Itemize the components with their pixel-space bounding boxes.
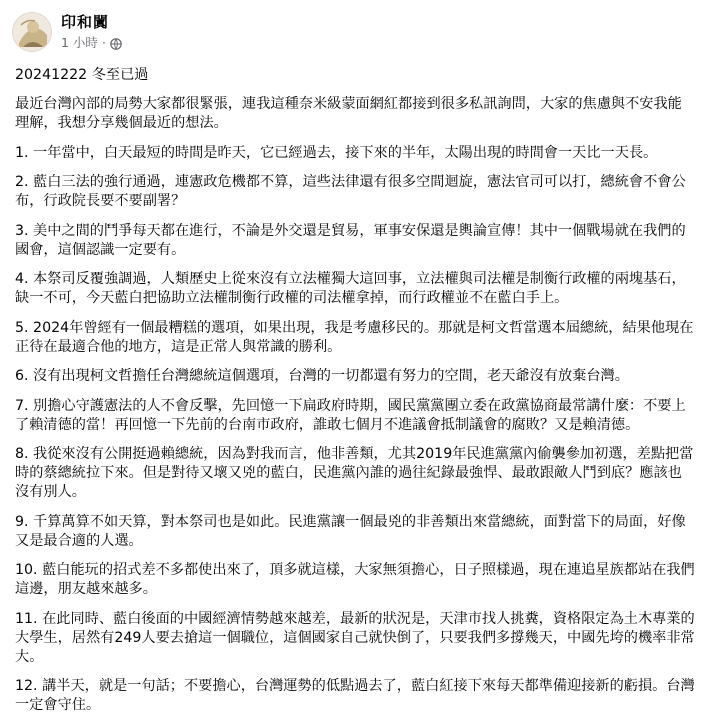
post-paragraph: 11. 在此同時、藍白後面的中國經濟情勢越來越差，最新的狀況是，天津市找人挑糞，資格限定為土木專業的大學生，居然有249人要去搶這一個職位，這個國家自己就快倒了，只要我們多撐幾天，中國先垮的機率非常大。 bbox=[15, 610, 695, 665]
post-paragraph: 12. 講半天，就是一句話；不要擔心，台灣運勢的低點過去了，藍白紅接下來每天都準備迎接新的虧損。台灣一定會守住。 bbox=[15, 678, 695, 713]
post-subline bbox=[61, 34, 122, 51]
post-paragraph: 6. 沒有出現柯文哲擔任台灣總統這個選項，台灣的一切都還有努力的空間，老天爺沒有放棄台灣。 bbox=[15, 368, 629, 384]
post-header bbox=[12, 12, 122, 52]
post-timestamp[interactable]: 1 小時 bbox=[61, 35, 98, 50]
post-paragraph: 最近台灣內部的局勢大家都很緊張，連我這種奈米級蒙面網紅都接到很多私訊詢問，大家的焦慮與不安我能理解，我想分享幾個最近的想法。 bbox=[15, 96, 682, 131]
globe-icon bbox=[110, 37, 122, 49]
post-paragraph: 4. 本祭司反覆強調過，人類歷史上從來沒有立法權獨大這回事，立法權與司法權是制衡行政權的兩塊基石，缺一不可，今天藍白把協助立法權制衡行政權的司法權拿掉，而行政權並不在藍白手上。 bbox=[15, 271, 686, 306]
author-name[interactable]: 印和闐 bbox=[61, 13, 110, 31]
post-paragraph: 3. 美中之間的鬥爭每天都在進行，不論是外交還是貿易，軍事安保還是輿論宣傳！其中一個戰場就在我們的國會，這個認識一定要有。 bbox=[15, 222, 686, 258]
post-paragraph: 8. 我從來沒有公開挺過賴總統，因為對我而言，他非善類，尤其2019年民進黨黨內偷襲參加初選，差點把當時的蔡總統拉下來。但是對待又壞又兇的藍白，民進黨內誰的過往紀錄最強悍、最敢跟敵人鬥到底？應該也沒有別人。 bbox=[15, 446, 694, 500]
post-paragraph: 2. 藍白三法的強行通過，連憲政危機都不算，這些法律還有很多空間迴旋，憲法官司可以打，總統會不會公布，行政院長要不要副署？ bbox=[15, 174, 686, 209]
separator-dot: · bbox=[101, 35, 106, 50]
post-title: 20241222 冬至已過 bbox=[15, 67, 149, 83]
post-paragraph: 7. 別擔心守護憲法的人不會反擊，先回憶一下扁政府時期，國民黨黨團立委在政黨協商最常講什麼：不要上了賴清德的當！再回憶一下先前的台南市政府，誰敢七個月不進議會抵制議會的腐敗？又是賴清德。 bbox=[15, 397, 686, 433]
post-paragraph: 1. 一年當中，白天最短的時間是昨天，它已經過去，接下來的半年，太陽出現的時間會一天比一天長。 bbox=[15, 144, 658, 161]
post-paragraph: 5. 2024年曾經有一個最糟糕的選項，如果出現，我是考慮移民的。那就是柯文哲當選本屆總統，結果他現在正待在最適合他的地方，這是正常人與常識的勝利。 bbox=[15, 319, 694, 355]
post-content bbox=[15, 66, 695, 726]
avatar-illustration bbox=[13, 13, 52, 52]
post-meta bbox=[61, 13, 122, 51]
author-avatar[interactable] bbox=[12, 12, 52, 52]
post-paragraph: 9. 千算萬算不如天算，對本祭司也是如此。民進黨讓一個最兇的非善類出來當總統，面對當下的局面，好像又是最合適的人選。 bbox=[15, 513, 686, 549]
post-paragraph: 10. 藍白能玩的招式差不多都使出來了，頂多就這樣，大家無須擔心，日子照樣過，現在連追星族都站在我們這邊，朋友越來越多。 bbox=[15, 562, 695, 597]
